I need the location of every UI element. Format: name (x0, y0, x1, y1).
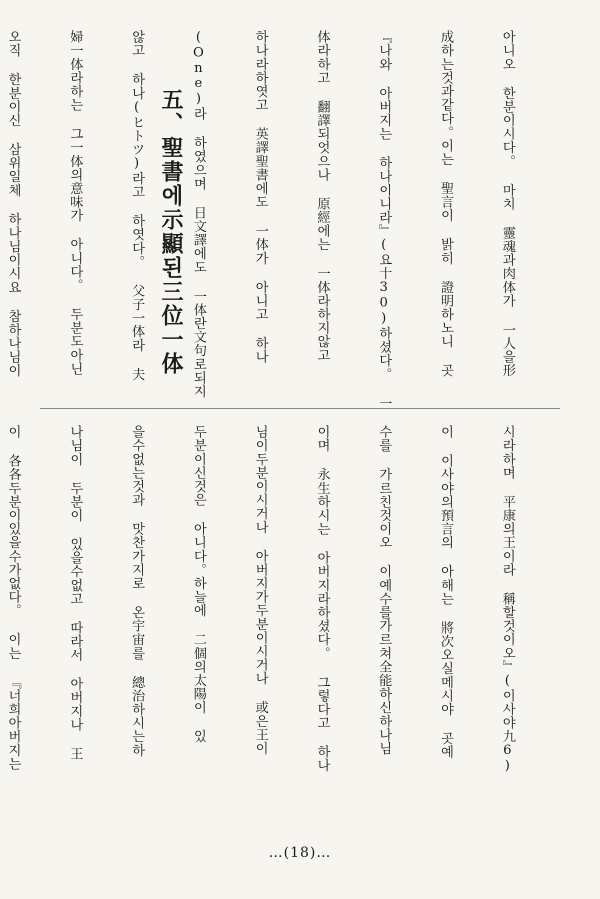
text-line: 나님이 두분이 있을수없고 따라서 아버지나 王 (67, 425, 83, 761)
text-line: 成하는것과같다。이는 聖言이 밝히 證明하노니 곳 (438, 30, 454, 378)
text-line: 『나와 아버지는 하나이니라』(요十30)하셨다。 一 (376, 30, 392, 410)
page-number: …(18)… (268, 845, 332, 861)
text-line: 오직 한분이신 삼위일체 하나님이시요 참하나님이 (5, 30, 21, 378)
text-line: (One)라 하였으며 日文譯에도 一体란文句로되지 (190, 30, 206, 398)
text-line: 하나라하엿고 英譯聖書에도 一体가 아니고 하나 (252, 30, 268, 364)
section-divider (40, 408, 560, 409)
text-line: 님이두분이시거나 아버지가두분이시거나 或은王이 (252, 425, 268, 755)
text-line: 이며 永生하시는 아버지라하셨다。 그렇다고 하나 (314, 425, 330, 773)
text-line: 이 各各두분이있을수가없다。 이는 『너희아버지는 (5, 425, 21, 771)
text-line: 시라하며 平康의王이라 稱할것이오』(이사야九6) (499, 425, 515, 774)
section-title: 五、聖書에示顯된三位一体 (158, 88, 184, 376)
text-line: 수를 가르친것이오 이예수를가르쳐全能하신하나님 (376, 425, 392, 755)
text-line: 두분이신것은 아니다。하늘에 二個의太陽이 있 (190, 425, 206, 744)
bottom-text-block (5, 425, 558, 845)
text-line: 아니오 한분이시다。 마치 靈魂과肉体가 一人을形 (499, 30, 515, 378)
text-line: 않고 하나(ヒトツ)라고 하엿다。 父子一体라 夫 (129, 30, 145, 381)
text-line: 体라하고 翻譯되엇으나 原經에는 一体라하지않고 (314, 30, 330, 362)
text-line: 이 이사야의預言의 아해는 將次오실메시야 곳예 (438, 425, 454, 759)
top-text-block (5, 30, 558, 410)
text-line: 婦一体라하는 그一体의意味가 아니다。 두분도아닌 (67, 30, 83, 376)
text-line: 을수없는것과 맛찬가지로 온宇宙를 總治하시는하 (129, 425, 145, 757)
